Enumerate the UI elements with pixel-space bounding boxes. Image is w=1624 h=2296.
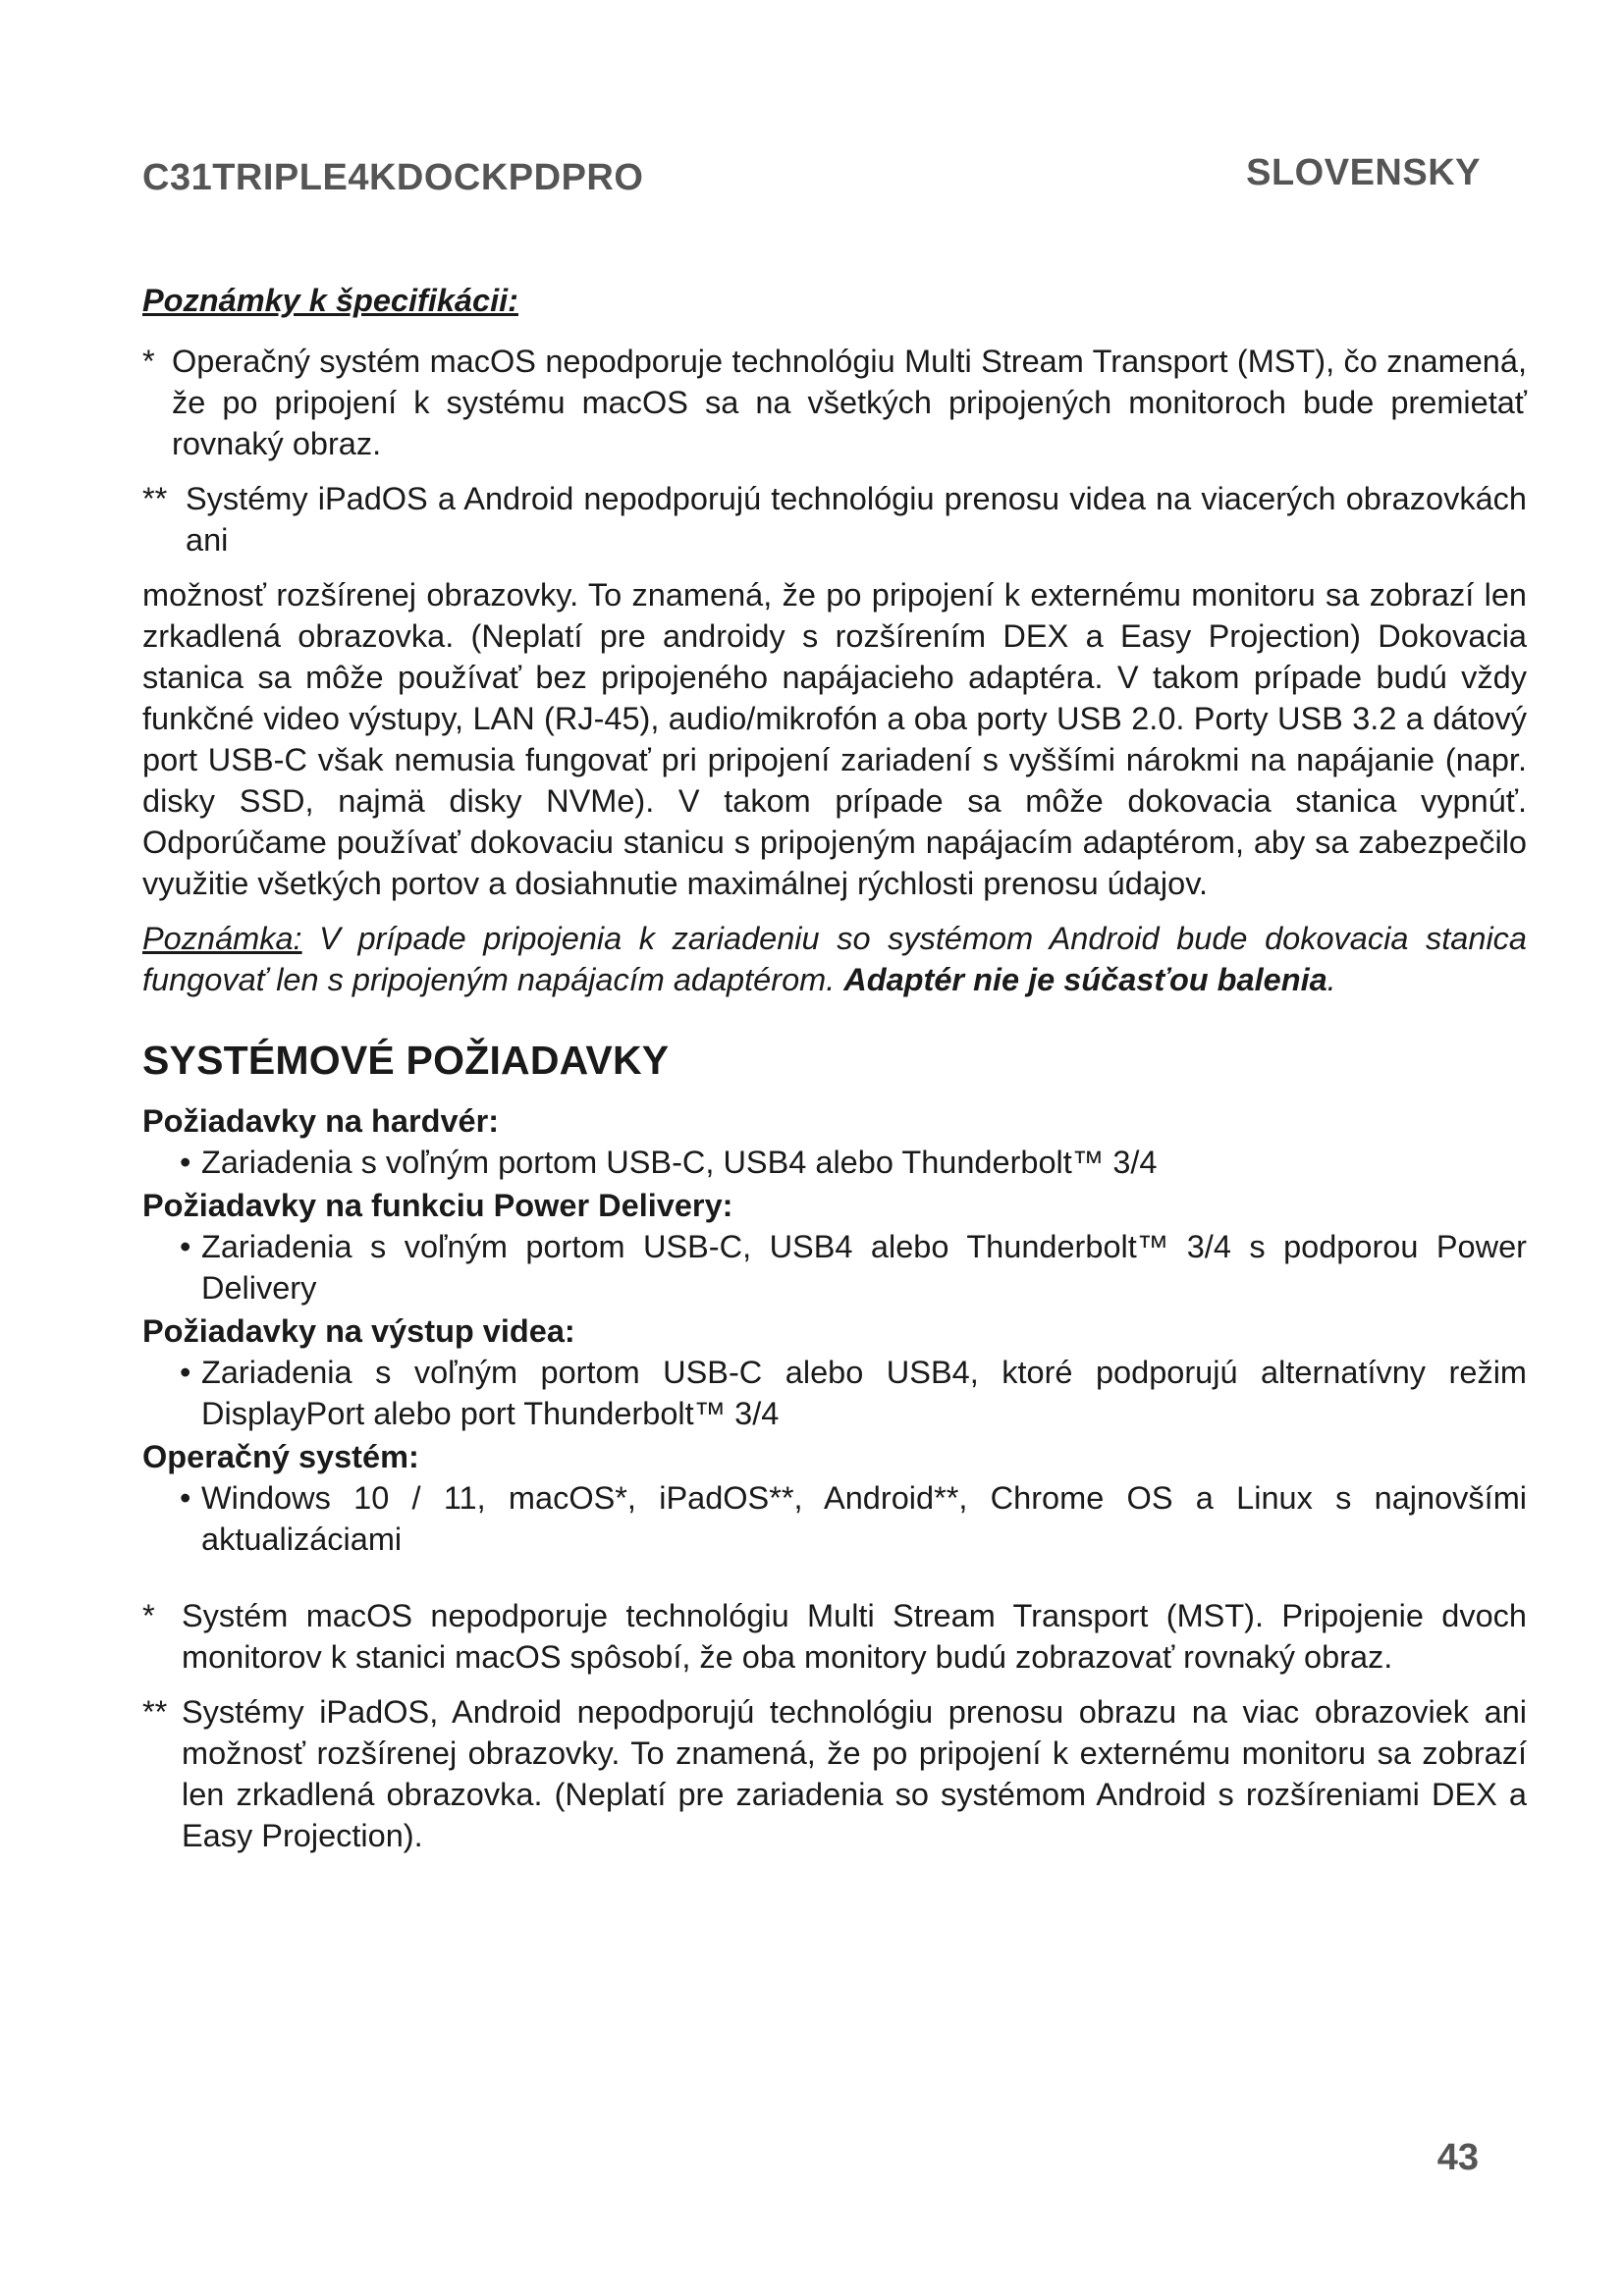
note-item-1-text: Operačný systém macOS nepodporuje technológiu Multi Stream Transport (MST), čo znamená, že po pripojení k systému macOS sa na všetkých pripojených monitoroch bude premietať rovnaký obraz. [172, 344, 1527, 461]
note-item-2-text: Systémy iPadOS a Android nepodporujú technológiu prenosu videa na viacerých obrazovkách ani [186, 481, 1527, 558]
page-content [142, 280, 1527, 1870]
os-item-text: Windows 10 / 11, macOS*, iPadOS**, Android**, Chrome OS a Linux s najnovšími aktualizáciami [201, 1480, 1527, 1557]
os-heading: Operačný systém: [142, 1439, 419, 1474]
hardware-heading: Požiadavky na hardvér: [142, 1103, 500, 1139]
note-label: Poznámka: [142, 921, 302, 956]
bullet-icon: • [180, 1229, 191, 1264]
page-number: 43 [1436, 2137, 1479, 2178]
double-asterisk-mark: ** [142, 481, 168, 516]
note-end: . [1326, 962, 1336, 997]
hardware-item-text: Zariadenia s voľným portom USB-C, USB4 alebo Thunderbolt™ 3/4 [201, 1145, 1158, 1180]
video-heading: Požiadavky na výstup videa: [142, 1313, 575, 1349]
os-item [142, 1477, 1527, 1560]
android-note [142, 918, 1527, 1000]
note-item-2 [142, 478, 1527, 561]
asterisk-mark: * [142, 344, 155, 379]
double-asterisk-mark: ** [142, 1694, 168, 1730]
section-title: SYSTÉMOVÉ POŽIADAVKY [142, 1038, 670, 1083]
footnote-2 [142, 1691, 1527, 1856]
notes-title: Poznámky k špecifikácii: [142, 283, 518, 318]
pd-heading: Požiadavky na funkciu Power Delivery: [142, 1188, 733, 1223]
asterisk-mark: * [142, 1598, 155, 1633]
hardware-item [142, 1142, 1527, 1183]
note-bold: Adaptér nie je súčasťou balenia [843, 962, 1327, 997]
bullet-icon: • [180, 1480, 191, 1516]
bullet-icon: • [180, 1355, 191, 1390]
video-item-text: Zariadenia s voľným portom USB-C alebo USB4, ktoré podporujú alternatívny režim DisplayPort alebo port Thunderbolt™ 3/4 [201, 1355, 1527, 1431]
footnote-1 [142, 1595, 1527, 1678]
bullet-icon: • [180, 1145, 191, 1180]
pd-item-text: Zariadenia s voľným portom USB-C, USB4 alebo Thunderbolt™ 3/4 s podporou Power Delivery [201, 1229, 1527, 1306]
video-item [142, 1352, 1527, 1434]
notes-paragraph: možnosť rozšírenej obrazovky. To znamená, že po pripojení k externému monitoru sa zobrazí len zrkadlená obrazovka. (Neplatí pre androidy s rozšírením DEX a Easy Projection) Dokovacia stanica sa môže používať bez pripojeného napájacieho adaptéra. V takom prípade budú vždy funkčné video výstupy, LAN (RJ-45), audio/mikrofón a oba porty USB 2.0. Porty USB 3.2 a dátový port USB-C však nemusia fungovať pri pripojení zariadení s vyššími nárokmi na napájanie (napr. disky SSD, najmä disky NVMe). V takom prípade sa môže dokovacia stanica vypnúť. Odporúčame používať dokovaciu stanicu s pripojeným napájacím adaptérom, aby sa zabezpečilo využitie všetkých portov a dosiahnutie maximálnej rýchlosti prenosu údajov. [142, 577, 1527, 901]
spacer [142, 1562, 1527, 1595]
header-model: C31TRIPLE4KDOCKPDPRO [142, 157, 644, 198]
footnote-1-text: Systém macOS nepodporuje technológiu Multi Stream Transport (MST). Pripojenie dvoch monitorov k stanici macOS spôsobí, že oba monitory budú zobrazovať rovnaký obraz. [182, 1598, 1527, 1675]
footnote-2-text: Systémy iPadOS, Android nepodporujú technológiu prenosu obrazu na viac obrazoviek ani možnosť rozšírenej obrazovky. To znamená, že po pripojení k externému monitoru sa zobrazí len zrkadlená obrazovka. (Neplatí pre zariadenia so systémom Android s rozšíreniami DEX a Easy Projection). [182, 1694, 1527, 1853]
note-text: V prípade pripojenia k zariadeniu so systémom Android bude dokovacia stanica fungovať len s pripojeným napájacím adaptérom. [142, 921, 1527, 997]
note-item-1 [142, 341, 1527, 464]
pd-item [142, 1226, 1527, 1308]
header-language: SLOVENSKY [1246, 152, 1481, 193]
